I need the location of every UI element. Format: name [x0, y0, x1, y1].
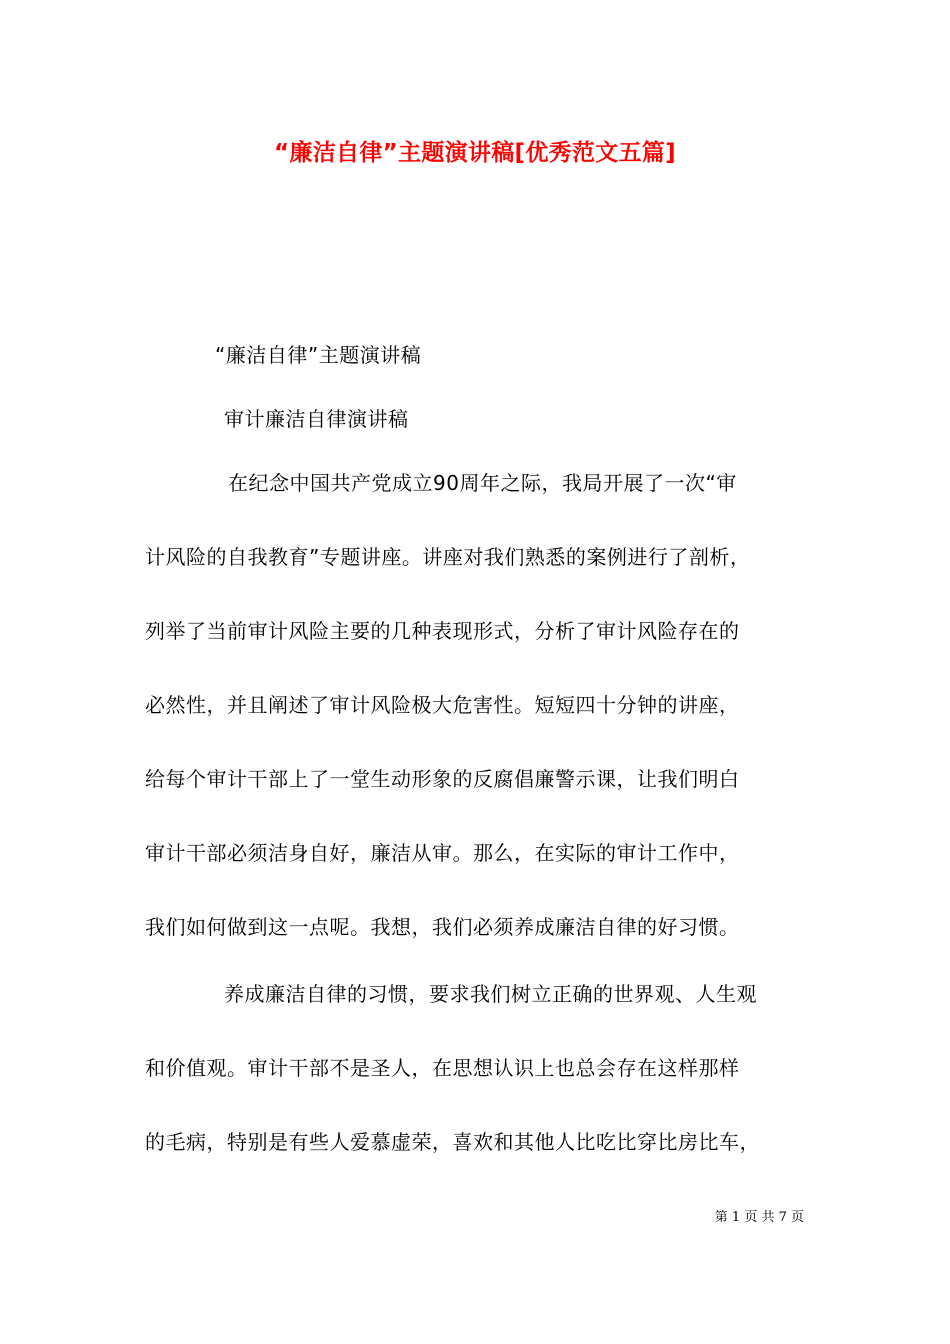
heading-2: 审计廉洁自律演讲稿 — [224, 407, 409, 431]
body-line: 审计干部必须洁身自好，廉洁从审。那么，在实际的审计工作中， — [145, 841, 740, 865]
body-line: 列举了当前审计风险主要的几种表现形式，分析了审计风险存在的 — [145, 619, 740, 643]
heading-1: “廉洁自律”主题演讲稿 — [215, 343, 422, 367]
body-line: 的毛病，特别是有些人爱慕虚荣，喜欢和其他人比吃比穿比房比车， — [145, 1130, 760, 1154]
body-line: 给每个审计干部上了一堂生动形象的反腐倡廉警示课，让我们明白 — [145, 767, 740, 791]
page-number: 第 1 页 共 7 页 — [714, 1210, 804, 1225]
document-title: “廉洁自律”主题演讲稿[优秀范文五篇] — [274, 140, 676, 166]
body-line: 在纪念中国共产党成立90周年之际，我局开展了一次“审 — [228, 471, 737, 495]
body-line: 我们如何做到这一点呢。我想，我们必须养成廉洁自律的好习惯。 — [145, 915, 740, 939]
body-line: 必然性，并且阐述了审计风险极大危害性。短短四十分钟的讲座， — [145, 693, 740, 717]
body-line: 计风险的自我教育”专题讲座。讲座对我们熟悉的案例进行了剖析， — [145, 545, 751, 569]
body-line: 养成廉洁自律的习惯，要求我们树立正确的世界观、人生观 — [224, 982, 757, 1006]
body-line: 和价值观。审计干部不是圣人，在思想认识上也总会存在这样那样 — [145, 1056, 740, 1080]
